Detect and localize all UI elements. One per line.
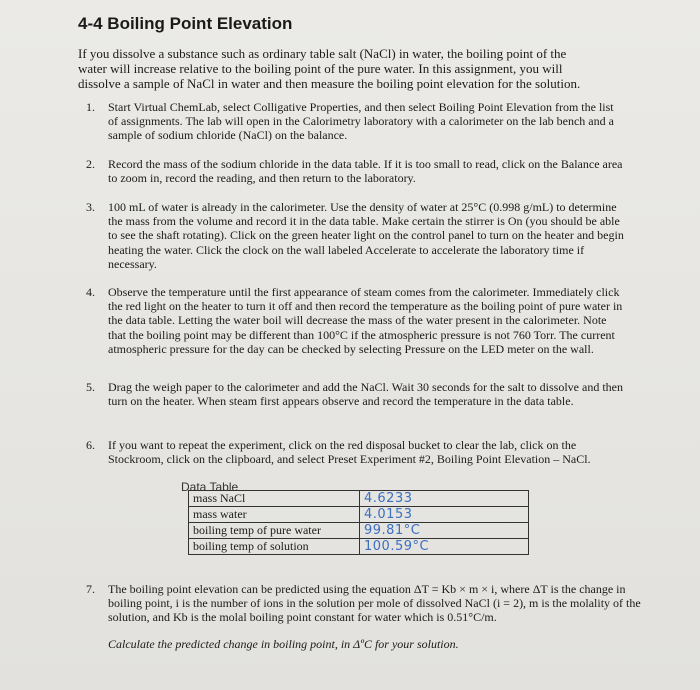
step-text: Start Virtual ChemLab, select Colligative Properties, and then select Boiling Point Elevation from the list of assignments. The lab will open in the Calorimetry laboratory with a calorimeter on the lab bench and a sample of sodium chloride (NaCl) on the balance. — [108, 100, 614, 143]
step-1 — [86, 100, 626, 143]
step-2 — [86, 157, 626, 185]
step-number: 5. — [86, 380, 95, 394]
table-row — [189, 523, 529, 539]
handwritten-value: 99.81°C — [360, 523, 529, 539]
data-table — [188, 490, 529, 555]
handwritten-value: 4.0153 — [360, 507, 529, 523]
step-number: 3. — [86, 200, 95, 214]
data-table-caption: Data Table — [181, 480, 239, 494]
step-4 — [86, 285, 626, 356]
calculation-prompt: Calculate the predicted change in boiling point, in ΔºC for your solution. — [108, 636, 459, 651]
step-3 — [86, 200, 626, 271]
page-title: 4-4 Boiling Point Elevation — [78, 14, 293, 33]
table-row — [189, 539, 529, 555]
table-row — [189, 491, 529, 507]
step-number: 1. — [86, 100, 95, 114]
step-number: 6. — [86, 438, 95, 452]
row-label: mass NaCl — [189, 491, 360, 507]
step-text: Drag the weigh paper to the calorimeter and add the NaCl. Wait 30 seconds for the salt to dissolve and then turn on the heater. When steam first appears observe and record the temperature in the data table. — [108, 380, 623, 409]
step-number: 4. — [86, 285, 95, 299]
handwritten-value: 4.6233 — [360, 491, 529, 507]
intro-paragraph: If you dissolve a substance such as ordinary table salt (NaCl) in water, the boiling point of the water will increase relative to the boiling point of the pure water. In this assignment, you will dissolve a sample of NaCl in water and then measure the boiling point elevation for the solution. — [78, 46, 581, 91]
table-row — [189, 507, 529, 523]
step-number: 2. — [86, 157, 95, 171]
row-label: boiling temp of pure water — [189, 523, 360, 539]
row-label: mass water — [189, 507, 360, 523]
row-label: boiling temp of solution — [189, 539, 360, 555]
step-text: The boiling point elevation can be predicted using the equation ΔT = Kb × m × i, where ΔT is the change in boiling point, i is the number of ions in the solution per mole of dissolved NaCl (i = 2), m is the molality of the solution, and Kb is the molal boiling point constant for water which is 0.51°C/m. — [108, 582, 641, 625]
step-text: Observe the temperature until the first appearance of steam comes from the calorimeter. Immediately click the red light on the heater to turn it off and then record the temperature as the boiling point of pure water in the data table. Letting the water boil will decrease the mass of the water present in the calorimeter. Note that the boiling point may be different than 100°C if the atmospheric pressure is not 760 Torr. The current atmospheric pressure for the day can be checked by selecting Pressure on the LED meter on the wall. — [108, 285, 623, 356]
step-text: 100 mL of water is already in the calorimeter. Use the density of water at 25°C (0.998 g/mL) to determine the mass from the volume and record it in the data table. Make certain the stirrer is On (you should be able to see the shaft rotating). Click on the green heater light on the control panel to turn on the heater and begin heating the water. Click the clock on the wall labeled Accelerate to accelerate the laboratory time if necessary. — [108, 200, 624, 271]
step-text: If you want to repeat the experiment, click on the red disposal bucket to clear the lab, click on the Stockroom, click on the clipboard, and select Preset Experiment #2, Boiling Point Elevation – NaCl. — [108, 438, 591, 467]
step-6 — [86, 438, 626, 466]
handwritten-value: 100.59°C — [360, 539, 529, 555]
step-number: 7. — [86, 582, 95, 596]
step-text: Record the mass of the sodium chloride in the data table. If it is too small to read, click on the Balance area to zoom in, record the reading, and then return to the laboratory. — [108, 157, 623, 186]
step-7 — [86, 582, 646, 651]
step-5 — [86, 380, 626, 408]
